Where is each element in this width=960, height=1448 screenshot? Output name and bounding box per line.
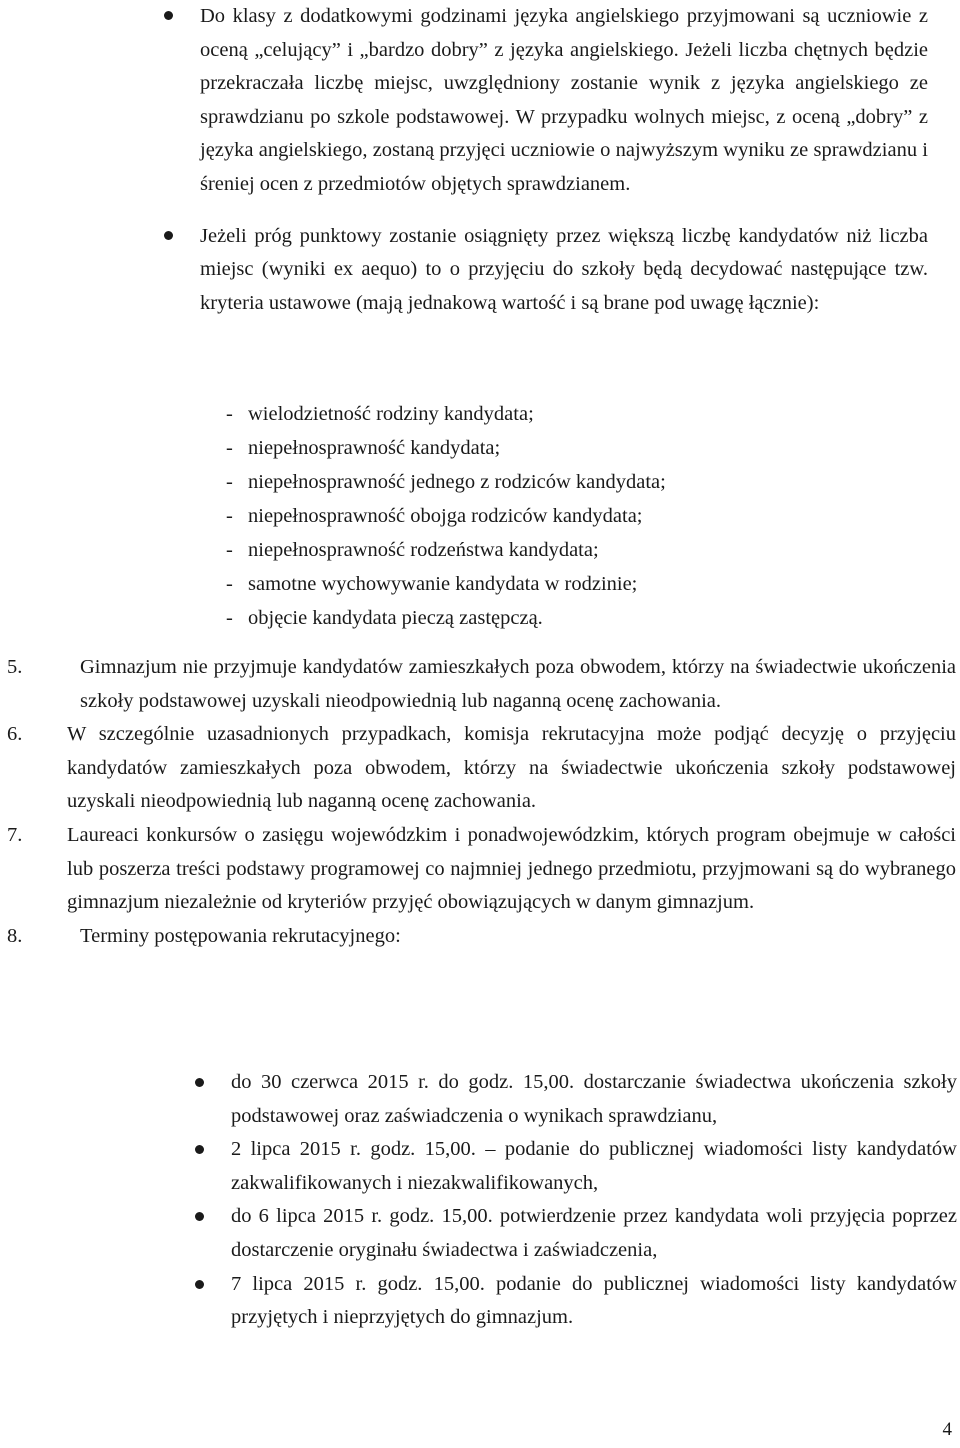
list-item [226,466,926,500]
item-text: Laureaci konkursów o zasięgu wojewódzkim i ponadwojewódzkim, których program obejmuje w całości lub poszerza treści podstawy programowej co najmniej jednego przedmiotu, przyjmowani są do wybranego gimnazjum niezależnie od kryteriów przyjęć obowiązujących w danym gimnazjum. [67,823,956,914]
list-item [192,1133,957,1200]
numbered-item-5 [7,651,956,718]
list-item [226,602,926,636]
item-number: 5. [7,656,23,678]
deadline-text: do 30 czerwca 2015 r. do godz. 15,00. dostarczanie świadectwa ukończenia szkoły podstawowej oraz zaświadczenia o wynikach sprawdzianu, [231,1071,957,1127]
page-number: 4 [942,1419,952,1440]
criterion-text: wielodzietność rodziny kandydata; [248,403,534,425]
bullet-icon [195,1145,204,1154]
item-text: Gimnazjum nie przyjmuje kandydatów zamieszkałych poza obwodem, którzy na świadectwie ukończenia szkoły podstawowej uzyskali nieodpowiednią lub naganną ocenę zachowania. [80,656,956,712]
dash-marker: - [226,403,233,425]
criterion-text: niepełnosprawność rodzeństwa kandydata; [248,539,599,561]
deadline-text: do 6 lipca 2015 r. godz. 15,00. potwierdzenie przez kandydata woli przyjęcia poprzez dostarczenie oryginału świadectwa i zaświadczenia, [231,1205,957,1261]
bullet-icon [195,1078,204,1087]
admission-rules-list [160,0,928,338]
numbered-item-6 [7,718,956,819]
list-item [192,1200,957,1267]
recruitment-deadlines-list [192,1066,957,1335]
dash-marker: - [226,505,233,527]
numbered-item-7 [7,819,956,920]
item-number: 8. [7,924,23,947]
list-item [226,568,926,602]
criterion-text: objęcie kandydata pieczą zastępczą. [248,607,543,629]
dash-marker: - [226,437,233,459]
list-item [160,220,928,321]
paragraph-english-class: Do klasy z dodatkowymi godzinami języka angielskiego przyjmowani są uczniowie z oceną „celujący” i „bardzo dobry” z języka angielskiego. Jeżeli liczba chętnych będzie przekraczała liczbę miejsc, uwzględniony zostanie wynik z języka angielskiego ze sprawdzianu po szkole podstawowej. W przypadku wolnych miejsc, z oceną „dobry” z języka angielskiego, zostaną przyjęci uczniowie o najwyższym wyniku ze sprawdzianu i śreniej ocen z przedmiotów objętych sprawdzianem. [200,5,928,195]
item-number: 6. [7,723,23,746]
criterion-text: niepełnosprawność obojga rodziców kandydata; [248,505,643,527]
numbered-rules-list [7,651,956,953]
criterion-text: niepełnosprawność jednego z rodziców kandydata; [248,471,666,493]
item-text: Terminy postępowania rekrutacyjnego: [80,924,401,947]
criterion-text: niepełnosprawność kandydata; [248,437,501,459]
list-item [226,534,926,568]
dash-marker: - [226,607,233,629]
list-item [160,0,928,202]
dash-marker: - [226,573,233,595]
bullet-icon [164,11,173,20]
deadline-text: 7 lipca 2015 r. godz. 15,00. podanie do publicznej wiadomości listy kandydatów przyjętych i nieprzyjętych do gimnazjum. [231,1272,957,1329]
numbered-item-8 [7,920,956,954]
list-item [226,432,926,466]
list-item [192,1066,957,1133]
item-number: 7. [7,823,23,846]
bullet-icon [195,1212,204,1221]
dash-marker: - [226,539,233,561]
bullet-icon [195,1280,204,1289]
dash-marker: - [226,471,233,493]
paragraph-tie-break: Jeżeli próg punktowy zostanie osiągnięty przez większą liczbę kandydatów niż liczba miejsc (wyniki ex aequo) to o przyjęciu do szkoły będą decydować następujące tzw. kryteria ustawowe (mają jednakową wartość i są brane pod uwagę łącznie): [200,224,928,314]
list-item [226,398,926,432]
criterion-text: samotne wychowywanie kandydata w rodzinie; [248,573,638,595]
list-item [192,1268,957,1335]
deadline-text: 2 lipca 2015 r. godz. 15,00. – podanie do publicznej wiadomości listy kandydatów zakwalifikowanych i niezakwalifikowanych, [231,1138,957,1194]
item-text: W szczególnie uzasadnionych przypadkach, komisja rekrutacyjna może podjąć decyzję o przyjęciu kandydatów zamieszkałych poza obwodem, którzy na świadectwie ukończenia szkoły podstawowej uzyskali nieodpowiednią lub naganną ocenę zachowania. [67,723,956,813]
bullet-icon [164,231,173,240]
list-item [226,500,926,534]
statutory-criteria-list [226,398,926,636]
